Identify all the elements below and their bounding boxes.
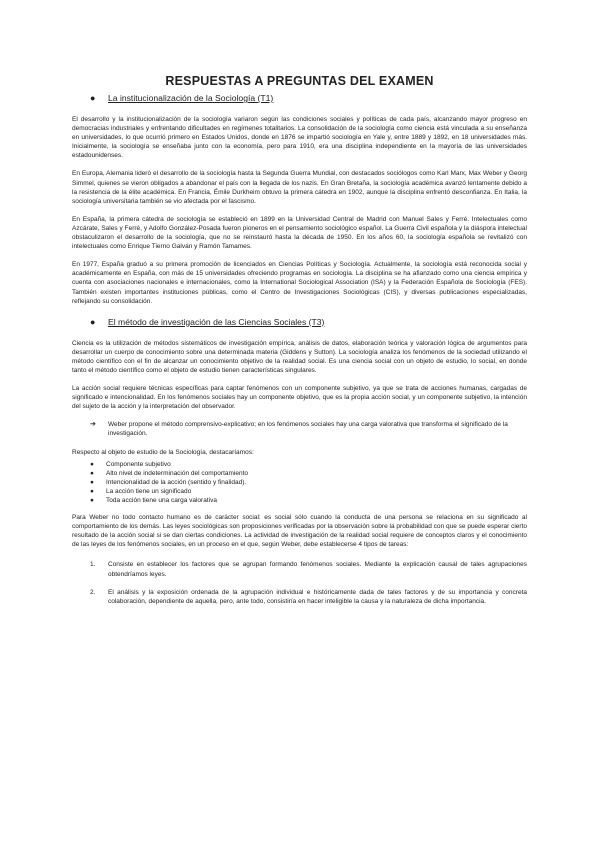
arrow-right-icon: ➔	[90, 421, 96, 429]
paragraph: Para Weber no todo contacto humano es de carácter social: es social sólo cuando la conducta de una persona se relaciona en su significado al comportamiento de los demás. Las leyes sociológicas son proposiciones verificadas por la observación sobre la probabilidad con que se puede esperar cierto resultado de la acción social si se dan ciertas condiciones. La actividad de investigación de la realidad social requiere de conceptos claros y el conocimiento de las leyes de los fenómenos sociales, en un proceso en el que, según Weber, debe establecerse 4 tipos de tareas:	[72, 514, 527, 549]
list-item: ● Toda acción tiene una carga valorativa	[90, 497, 217, 504]
arrow-note-text: Weber propone el método comprensivo-explicativo; en los fenómenos sociales hay una carga valorativa que transforma el significado de la investigación.	[108, 421, 508, 438]
list-intro: Respecto al objeto de estudio de la Sociología, destacaríamos:	[72, 448, 254, 456]
document-page	[72, 74, 527, 615]
task-number: 1.	[90, 561, 96, 569]
list-item: ● Alto nivel de indeterminación del comportamiento	[90, 469, 248, 477]
paragraph: Ciencia es la utilización de métodos sistemáticos de investigación empírica, análisis de datos, elaboración teórica y valoración lógica de argumentos para desarrollar un cuerpo de conocimiento sobre una determinada materia (Giddens y Sutton). La sociología analiza los fenómenos de la sociedad utilizando el método científico con el fin de alcanzar un conocimiento objetivo de la realidad social. Es una ciencia social con un objeto de estudio, lo social, en donde tanto el método científico como el objeto de estudio tienen características singulares.	[72, 339, 527, 374]
task-item	[90, 588, 527, 606]
bullet-icon: ●	[90, 478, 94, 486]
characteristics-list	[72, 460, 527, 505]
bullet-icon: ●	[90, 487, 94, 495]
section-heading-text: La institucionalización de la Sociología (T1)	[108, 93, 274, 103]
bullet-icon: ●	[90, 497, 94, 504]
list-item: ● Intencionalidad de la acción (sentido y finalidad).	[90, 478, 247, 486]
paragraph: En 1977, España graduó a su primera promoción de licenciados en Ciencias Políticas y Sociología. Actualmente, la sociología está reconocida social y académicamente en España, con más de 15 universidades ofreciendo programas en sociología. La disciplina se ha afianzado como una ciencia empírica y cuenta con asociaciones nacionales e internacionales, como la International Sociological Association (ISA) y la Federación Española de Sociología (FES). También existen importantes instituciones públicas, como el Centro de Investigaciones Sociológicas (CIS), y diversas publicaciones especializadas, reflejando su consolidación.	[72, 261, 527, 305]
paragraph: En Europa, Alemania lideró el desarrollo de la sociología hasta la Segunda Guerra Mundial, con destacados sociólogos como Karl Marx, Max Weber y Georg Simmel, quienes se vieron obligados a abandonar el país con la llegada de los nazis. En Gran Bretaña, la sociología académica avanzó lentamente debido a la resistencia de la élite académica. En Francia, Émile Durkheim obtuvo la primera cátedra en 1902, aunque la disciplina enfrentó desconfianza. En Italia, la sociología universitaria también se vio afectada por el fascismo.	[72, 170, 527, 205]
page-title: RESPUESTAS A PREGUNTAS DEL EXAMEN	[165, 74, 434, 88]
section-heading-metodo	[90, 317, 527, 328]
section-heading-text: El método de investigación de las Ciencias Sociales (T3)	[108, 316, 325, 327]
task-text: El análisis y la exposición ordenada de la agrupación individual e históricamente dada de tales factores y de su importancia y concreta colaboración, dependiente de aquella, pero, ante todo, consistiría en hacer inteligible la causa y la naturaleza de dicha importancia.	[108, 588, 527, 605]
bullet-icon: ●	[90, 460, 94, 468]
task-item	[90, 560, 527, 578]
task-text: Consiste en establecer los factores que se agrupan formando fenómenos sociales. Mediante la explicación causal de tales agrupaciones obtendríamos leyes.	[108, 561, 527, 578]
list-item: ● Componente subjetivo	[90, 460, 171, 468]
paragraph: En España, la primera cátedra de sociología se estableció en 1899 en la Universidad Central de Madrid con Manuel Sales y Ferré. Intelectuales como Azcárate, Sales y Ferré, y Adolfo González-Posada fueron pioneros en el pensamiento sociológico español. La Guerra Civil española y la diáspora intelectual obstaculizaron el desarrollo de la sociología, que no se reinstauró hasta la década de 1950. En los años 60, la sociología española se revitalizó con intelectuales como Enrique Tierno Galván y Ramón Tamames.	[72, 215, 527, 251]
arrow-note	[90, 420, 527, 438]
paragraph: El desarrollo y la institucionalización de la sociología variaron según las condiciones sociales y políticas de cada país, alcanzando mayor progreso en democracias industriales y enfrentando dificultades en regímenes totalitarios. La consolidación de la sociología como ciencia está vinculada a su enseñanza en universidades, lo que ocurrió primero en Estados Unidos, donde en 1876 se impartió sociología en Yale y, entre 1889 y 1892, en 18 universidades más. Inicialmente, la sociología se enseñaba junto con la economía, pero para 1910, era una disciplina independiente en la mayoría de las universidades estadounidenses.	[72, 116, 527, 160]
bullet-icon: ●	[90, 316, 96, 327]
task-number: 2.	[90, 588, 96, 596]
bullet-icon: ●	[90, 469, 94, 477]
tasks-list	[72, 560, 527, 605]
paragraph: La acción social requiere técnicas específicas para captar fenómenos con un componente subjetivo, ya que se trata de acciones humanas, cargadas de significado e intencionalidad. En los fenómenos sociales hay un componente objetivo, que es la propia acción social, y un componente subjetivo, la intención del sujeto de la acción y la interpretación del observador.	[72, 385, 527, 411]
bullet-icon: ●	[90, 93, 96, 103]
section-heading-institucionalizacion	[90, 93, 527, 104]
list-item: ● La acción tiene un significado	[90, 487, 192, 495]
